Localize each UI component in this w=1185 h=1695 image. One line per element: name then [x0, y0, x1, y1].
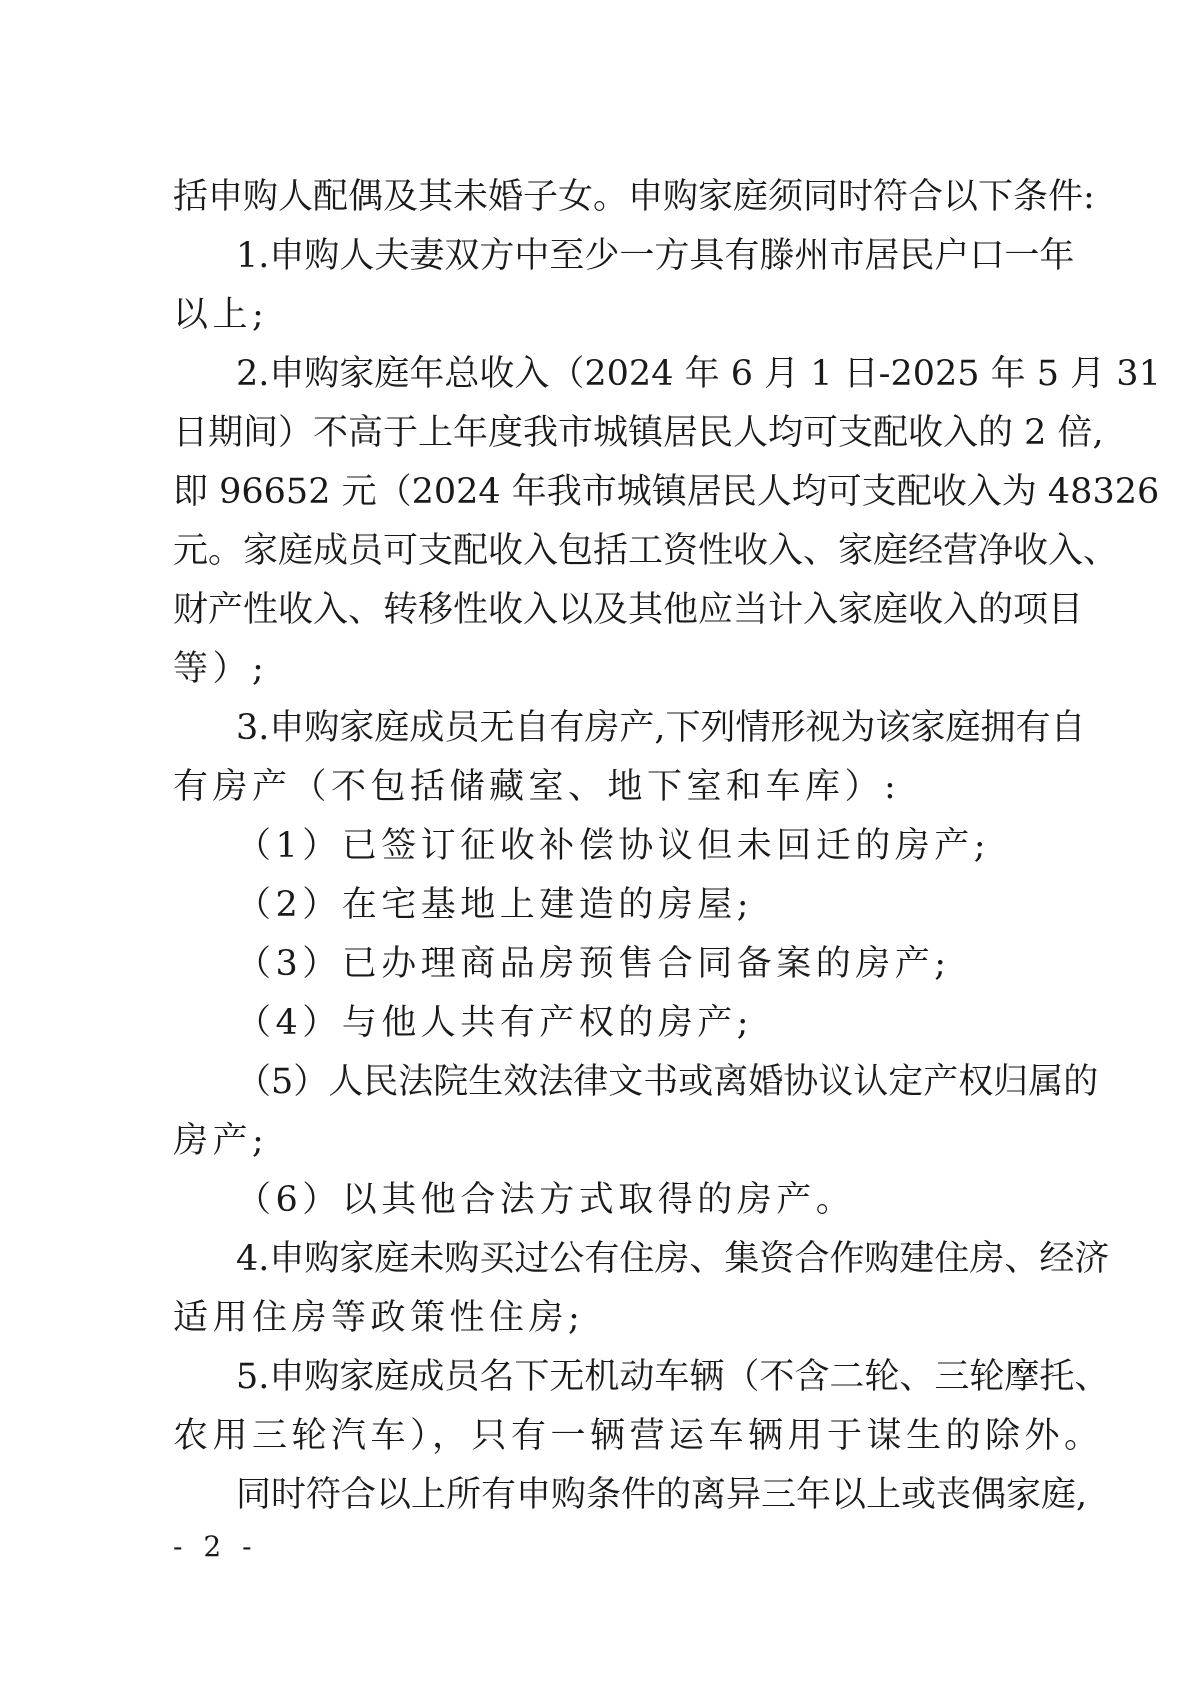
text-line: 同时符合以上所有申购条件的离异三年以上或丧偶家庭, — [236, 1475, 1088, 1515]
text-line: 房产; — [173, 1121, 269, 1161]
text-line: （3）已办理商品房预售合同备案的房产; — [236, 944, 951, 984]
text-line: 1.申购人夫妻双方中至少一方具有滕州市居民户口一年 — [236, 236, 1075, 276]
page-number: - 2 - — [173, 1530, 258, 1563]
text-line: 3.申购家庭成员无自有房产,下列情形视为该家庭拥有自 — [236, 708, 1086, 748]
text-line: 有房产（不包括储藏室、地下室和车库）: — [173, 767, 901, 807]
text-line: （4）与他人共有产权的房产; — [236, 1003, 754, 1043]
text-line: 5.申购家庭成员名下无机动车辆（不含二轮、三轮摩托、 — [236, 1357, 1110, 1397]
text-line: 4.申购家庭未购买过公有住房、集资合作购建住房、经济 — [236, 1239, 1110, 1279]
text-line: 农用三轮汽车），只有一辆营运车辆用于谋生的除外。 — [173, 1416, 1104, 1456]
text-line: 财产性收入、转移性收入以及其他应当计入家庭收入的项目 — [173, 590, 1084, 630]
text-line: （1）已签订征收补偿协议但未回迁的房产; — [236, 826, 991, 866]
text-line: （6）以其他合法方式取得的房产。 — [236, 1180, 856, 1220]
text-line: 2.申购家庭年总收入（2024 年 6 月 1 日-2025 年 5 月 31 — [236, 354, 1161, 394]
text-line: 即 96652 元（2024 年我市城镇居民人均可支配收入为 48326 — [173, 472, 1160, 512]
text-line: 元。家庭成员可支配收入包括工资性收入、家庭经营净收入、 — [173, 531, 1119, 571]
text-line: 括申购人配偶及其未婚子女。申购家庭须同时符合以下条件: — [173, 177, 1095, 217]
text-line: 以上; — [173, 295, 269, 335]
text-line: （2）在宅基地上建造的房屋; — [236, 885, 754, 925]
text-line: 日期间）不高于上年度我市城镇居民人均可支配收入的 2 倍, — [173, 413, 1104, 453]
document-body — [173, 168, 1161, 1525]
text-line: 等）; — [173, 649, 269, 689]
text-line: 适用住房等政策性住房; — [173, 1298, 585, 1338]
text-line: （5）人民法院生效法律文书或离婚协议认定产权归属的 — [236, 1062, 1099, 1102]
